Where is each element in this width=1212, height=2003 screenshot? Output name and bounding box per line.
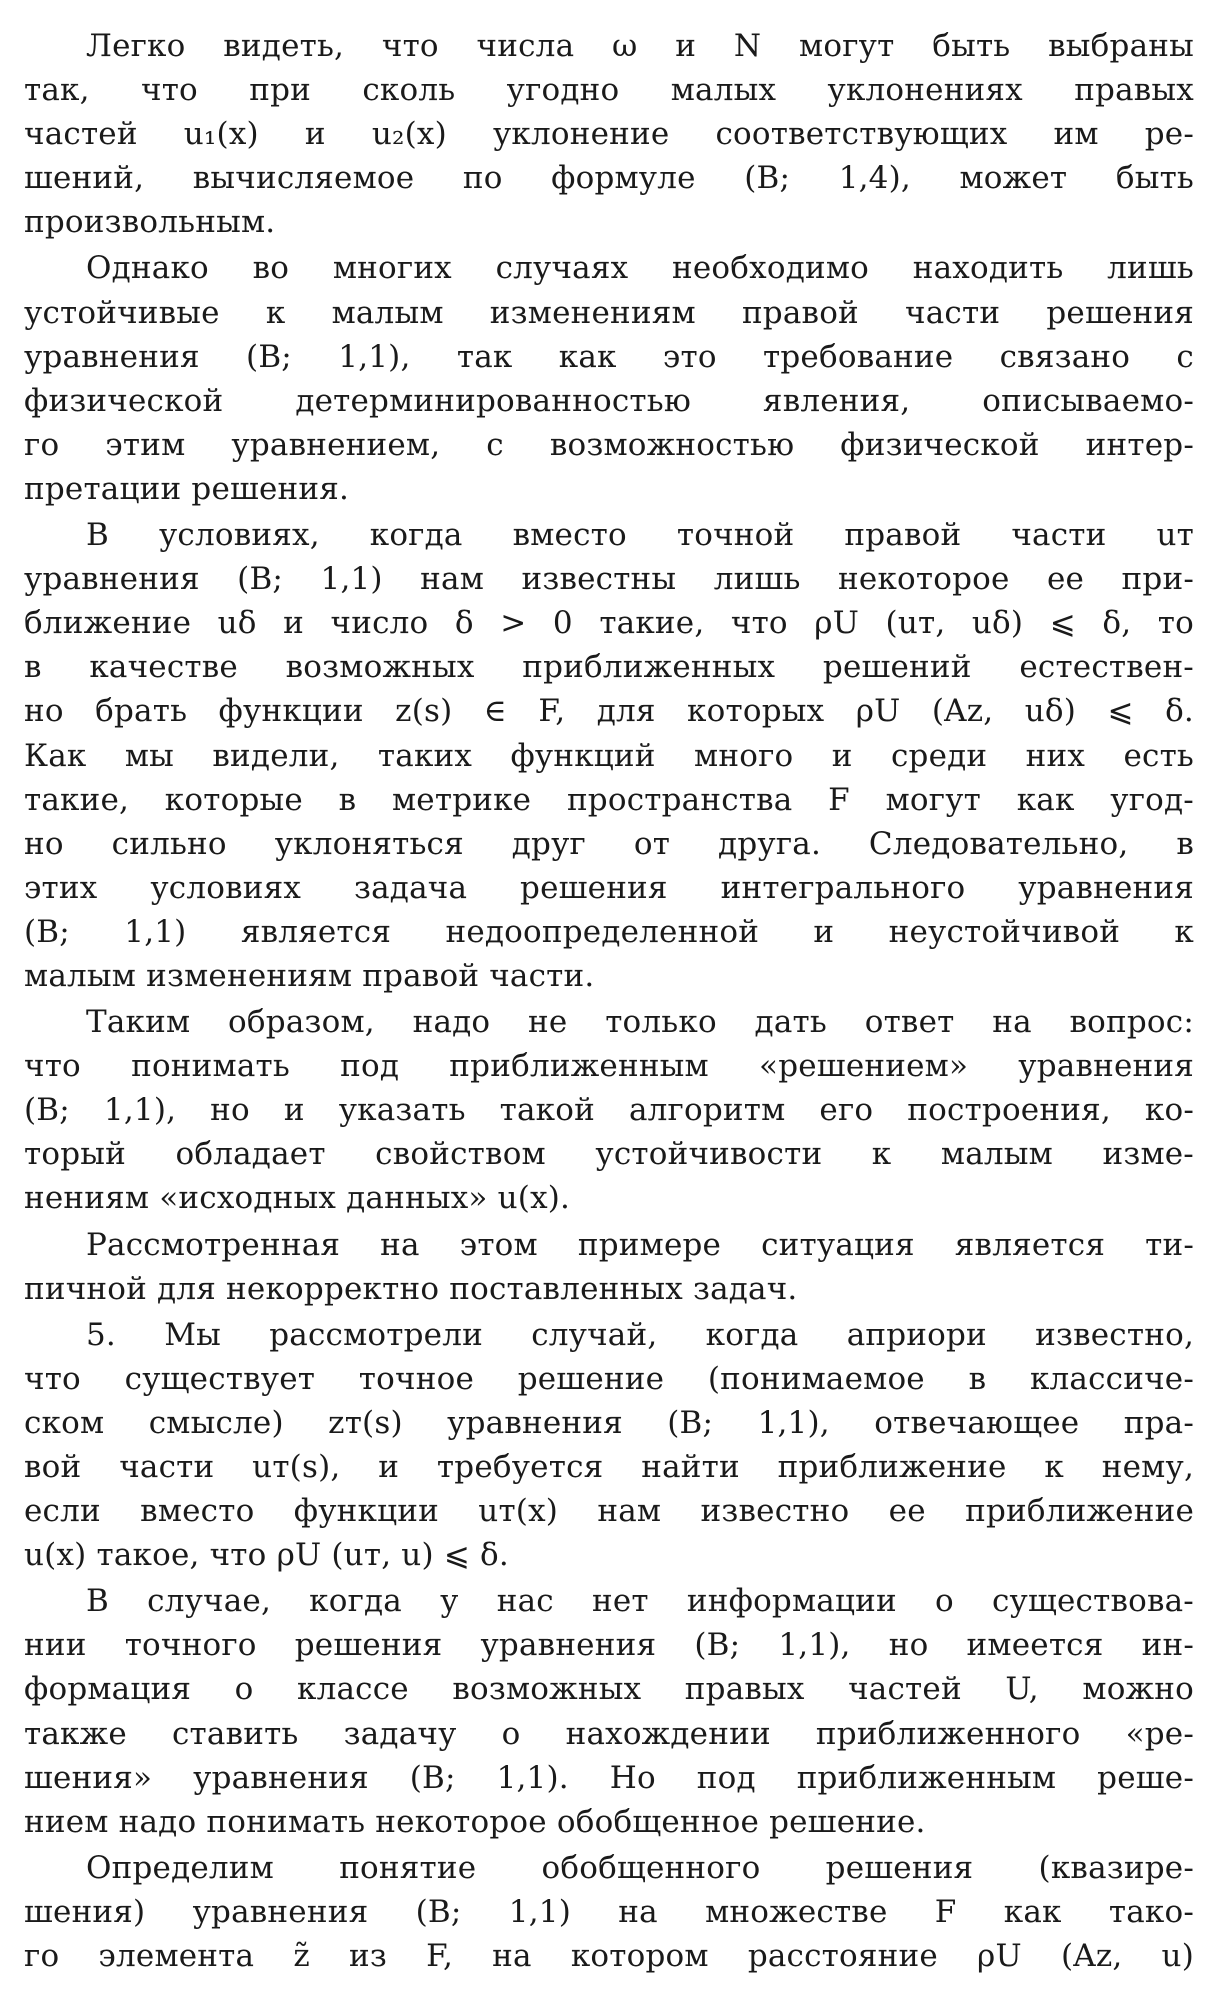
text-line: так, что при сколь угодно малых уклонениях правых [24,72,1194,109]
text-line: (В; 1,1) является недоопределенной и неустойчивой к [24,913,1194,950]
paragraph-6 [24,1313,1194,1578]
text-line: Легко видеть, что числа ω и N могут быть выбраны [86,28,1194,64]
text-line: (В; 1,1), но и указать такой алгоритм его построения, ко- [24,1092,1194,1129]
text-line: Рассмотренная на этом примере ситуация является ти- [86,1226,1194,1263]
text-line: Таким образом, надо не только дать ответ на вопрос: [86,1004,1194,1041]
text-line: го элемента z̃ из F, на котором расстояние ρU (Az, u) [24,1938,1194,1975]
paragraph-7 [24,1579,1194,1844]
text-line: вой части uт(s), и требуется найти приближение к нему, [24,1449,1194,1485]
text-line: что понимать под приближенным «решением» уравнения [24,1048,1194,1085]
text-line: малым изменениям правой части. [24,957,595,994]
text-line: частей u₁(x) и u₂(x) уклонение соответствующих им ре- [24,116,1194,153]
text-line: шения» уравнения (В; 1,1). Но под приближенным реше- [24,1759,1194,1796]
text-line: ском смысле) zт(s) уравнения (В; 1,1), отвечающее пра- [24,1404,1194,1441]
paragraph-5 [24,1223,1194,1311]
text-line: если вместо функции uт(x) нам известно ее приближение [24,1493,1194,1530]
text-line: нениям «исходных данных» u(x). [24,1180,571,1217]
text-line: физической детерминированностью явления, описываемо- [24,382,1194,419]
text-line: претации решения. [24,470,350,507]
text-line: нием надо понимать некоторое обобщенное решение. [24,1803,926,1840]
text-line: такие, которые в метрике пространства F могут как угод- [24,781,1194,818]
text-line: шений, вычисляемое по формуле (В; 1,4), может быть [24,160,1194,197]
paragraph-3 [24,513,1194,998]
book-page [24,24,1194,1984]
paragraph-4 [24,1000,1194,1220]
text-line: формация о классе возможных правых частей U, можно [24,1671,1194,1708]
text-line: устойчивые к малым изменениям правой части решения [24,294,1194,331]
paragraph-2 [24,246,1194,511]
text-line: 5. Мы рассмотрели случай, когда априори известно, [86,1316,1194,1353]
text-line: u(x) такое, что ρU (uт, u) ⩽ δ. [24,1537,509,1574]
text-line: В случае, когда у нас нет информации о существова- [86,1583,1194,1620]
text-line: пичной для некорректно поставленных задач. [24,1270,798,1307]
text-line: шения) уравнения (В; 1,1) на множестве F как тако- [24,1893,1194,1930]
text-line: этих условиях задача решения интегрального уравнения [24,869,1194,906]
text-line: в качестве возможных приближенных решений естествен- [24,649,1194,686]
text-line: но брать функции z(s) ∈ F, для которых ρU (Az, uδ) ⩽ δ. [24,693,1194,730]
text-line: В условиях, когда вместо точной правой части uт [86,517,1194,554]
text-line: торый обладает свойством устойчивости к малым изме- [24,1136,1194,1173]
paragraph-8 [24,1846,1194,1978]
text-line: Однако во многих случаях необходимо находить лишь [86,250,1194,287]
paragraph-1 [24,24,1194,244]
text-line: также ставить задачу о нахождении приближенного «ре- [24,1715,1194,1752]
text-line: Как мы видели, таких функций много и среди них есть [24,737,1194,774]
text-line: что существует точное решение (понимаемое в классиче- [24,1360,1194,1397]
text-line: уравнения (В; 1,1), так как это требование связано с [24,338,1194,375]
text-line: произвольным. [24,204,276,241]
text-line: нии точного решения уравнения (В; 1,1), но имеется ин- [24,1627,1194,1664]
text-line: ближение uδ и число δ > 0 такие, что ρU (uт, uδ) ⩽ δ, то [24,605,1194,642]
text-line: но сильно уклоняться друг от друга. Следовательно, в [24,825,1194,862]
text-line: Определим понятие обобщенного решения (квазире- [86,1849,1194,1886]
text-line: го этим уравнением, с возможностью физической интер- [24,426,1194,463]
text-line: уравнения (В; 1,1) нам известны лишь некоторое ее при- [24,561,1194,598]
